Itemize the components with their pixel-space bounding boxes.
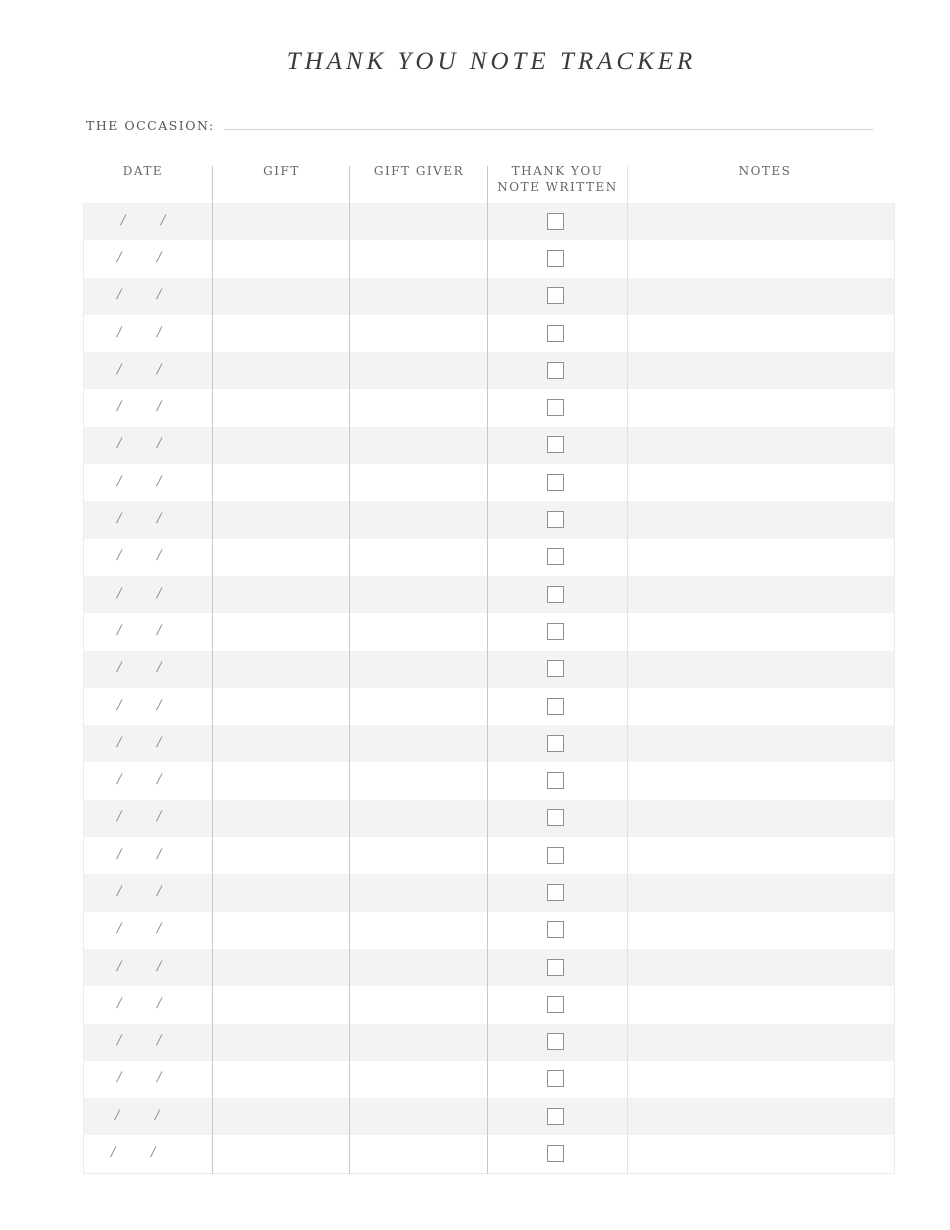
date-separator: /: [157, 1070, 162, 1086]
note-written-checkbox[interactable]: [547, 921, 564, 938]
date-separator: /: [157, 883, 162, 899]
note-written-checkbox[interactable]: [547, 1108, 564, 1125]
date-separator: /: [117, 585, 122, 601]
note-written-checkbox[interactable]: [547, 474, 564, 491]
date-separator: /: [117, 995, 122, 1011]
table-row: [83, 203, 895, 240]
date-separator: /: [117, 1070, 122, 1086]
date-separator: /: [117, 511, 122, 527]
date-separator: /: [117, 883, 122, 899]
note-written-checkbox[interactable]: [547, 847, 564, 864]
note-written-checkbox[interactable]: [547, 548, 564, 565]
column-divider-gift-giver: [349, 166, 350, 1174]
date-separator: /: [117, 548, 122, 564]
note-written-checkbox[interactable]: [547, 213, 564, 230]
date-separator: /: [117, 1033, 122, 1049]
date-separator: /: [117, 622, 122, 638]
date-separator: /: [117, 921, 122, 937]
note-written-checkbox[interactable]: [547, 1070, 564, 1087]
table-row: [83, 949, 895, 986]
table-row: [83, 278, 895, 315]
date-separator: /: [157, 324, 162, 340]
date-separator: /: [117, 772, 122, 788]
table-row: [83, 651, 895, 688]
table-row: [83, 725, 895, 762]
tracker-table-body: [83, 203, 895, 1173]
date-separator: /: [157, 846, 162, 862]
table-row: [83, 1135, 895, 1172]
note-written-checkbox[interactable]: [547, 772, 564, 789]
date-separator: /: [157, 697, 162, 713]
table-row: [83, 315, 895, 352]
date-separator: /: [117, 809, 122, 825]
note-written-checkbox[interactable]: [547, 287, 564, 304]
date-separator: /: [115, 1107, 120, 1123]
date-separator: /: [157, 585, 162, 601]
column-divider-written-notes: [627, 166, 628, 1174]
note-written-checkbox[interactable]: [547, 959, 564, 976]
note-written-checkbox[interactable]: [547, 1145, 564, 1162]
date-separator: /: [117, 361, 122, 377]
table-row: [83, 688, 895, 725]
date-separator: /: [157, 809, 162, 825]
date-separator: /: [117, 697, 122, 713]
date-separator: /: [157, 772, 162, 788]
note-written-checkbox[interactable]: [547, 698, 564, 715]
note-written-checkbox[interactable]: [547, 735, 564, 752]
date-separator: /: [117, 958, 122, 974]
table-row: [83, 352, 895, 389]
note-written-checkbox[interactable]: [547, 250, 564, 267]
table-row: [83, 389, 895, 426]
date-separator: /: [157, 436, 162, 452]
table-row: [83, 1098, 895, 1135]
table-right-border: [894, 203, 895, 1174]
date-separator: /: [157, 548, 162, 564]
date-separator: /: [157, 287, 162, 303]
occasion-label: THE OCCASION:: [86, 118, 215, 133]
occasion-input-line[interactable]: [224, 129, 873, 130]
note-written-checkbox[interactable]: [547, 996, 564, 1013]
table-row: [83, 986, 895, 1023]
table-row: [83, 1061, 895, 1098]
date-separator: /: [117, 399, 122, 415]
date-separator: /: [111, 1145, 116, 1161]
date-separator: /: [157, 622, 162, 638]
table-row: [83, 613, 895, 650]
date-separator: /: [157, 473, 162, 489]
date-separator: /: [117, 324, 122, 340]
date-separator: /: [117, 436, 122, 452]
table-row: [83, 427, 895, 464]
date-separator: /: [157, 361, 162, 377]
table-row: [83, 762, 895, 799]
date-separator: /: [157, 734, 162, 750]
table-bottom-border: [83, 1173, 895, 1174]
note-written-checkbox[interactable]: [547, 325, 564, 342]
date-separator: /: [157, 399, 162, 415]
column-header-notes: NOTES: [738, 164, 792, 178]
table-row: [83, 539, 895, 576]
note-written-checkbox[interactable]: [547, 399, 564, 416]
date-separator: /: [117, 660, 122, 676]
table-row: [83, 800, 895, 837]
note-written-checkbox[interactable]: [547, 809, 564, 826]
date-separator: /: [157, 1033, 162, 1049]
table-row: [83, 1024, 895, 1061]
column-divider-date-gift: [212, 166, 213, 1174]
table-row: [83, 874, 895, 911]
note-written-checkbox[interactable]: [547, 884, 564, 901]
date-separator: /: [157, 995, 162, 1011]
date-separator: /: [157, 249, 162, 265]
page-title: THANK YOU NOTE TRACKER: [286, 48, 697, 75]
table-row: [83, 837, 895, 874]
note-written-checkbox[interactable]: [547, 586, 564, 603]
table-row: [83, 912, 895, 949]
column-header-date: DATE: [122, 164, 164, 178]
date-separator: /: [117, 473, 122, 489]
column-header-gift-giver: GIFT GIVER: [373, 164, 465, 178]
table-row: [83, 501, 895, 538]
date-separator: /: [121, 212, 126, 228]
note-written-checkbox[interactable]: [547, 1033, 564, 1050]
date-separator: /: [117, 734, 122, 750]
date-separator: /: [157, 958, 162, 974]
date-separator: /: [151, 1145, 156, 1161]
note-written-checkbox[interactable]: [547, 362, 564, 379]
note-written-checkbox[interactable]: [547, 511, 564, 528]
note-written-checkbox[interactable]: [547, 623, 564, 640]
column-header-note-written: THANK YOU NOTE WRITTEN: [497, 164, 618, 194]
date-separator: /: [157, 511, 162, 527]
column-header-gift: GIFT: [263, 164, 300, 178]
table-row: [83, 576, 895, 613]
date-separator: /: [157, 660, 162, 676]
note-written-checkbox[interactable]: [547, 436, 564, 453]
date-separator: /: [155, 1107, 160, 1123]
note-written-checkbox[interactable]: [547, 660, 564, 677]
date-separator: /: [117, 249, 122, 265]
table-left-border: [83, 203, 84, 1174]
date-separator: /: [117, 287, 122, 303]
date-separator: /: [157, 921, 162, 937]
column-divider-giver-written: [487, 166, 488, 1174]
table-row: [83, 240, 895, 277]
date-separator: /: [161, 212, 166, 228]
date-separator: /: [117, 846, 122, 862]
table-row: [83, 464, 895, 501]
